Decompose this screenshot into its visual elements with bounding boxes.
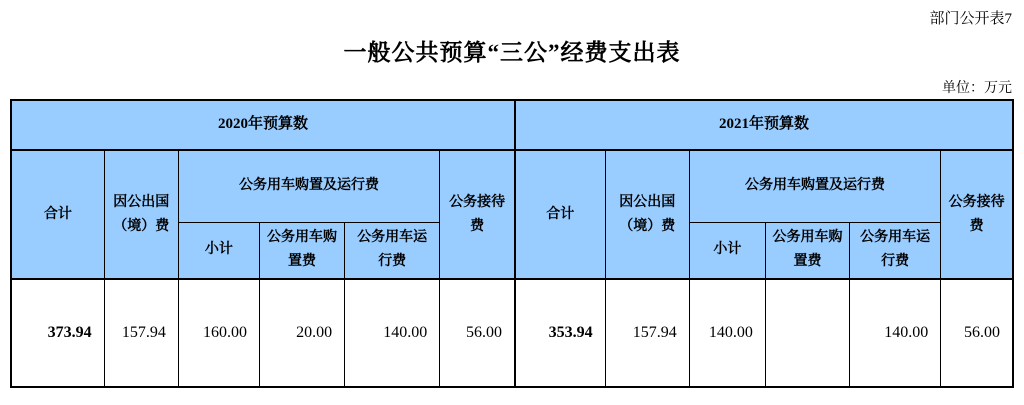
cell-2020-abroad: 157.94 (104, 279, 178, 387)
header-total-2020: 合计 (11, 150, 104, 279)
table-row-groups (11, 100, 1013, 150)
header-vehicle-operation-2021: 公务用车运行费 (850, 222, 941, 279)
corner-label: 部门公开表7 (929, 11, 1012, 27)
header-abroad-2020: 因公出国（境）费 (104, 150, 178, 279)
cell-2021-total: 353.94 (515, 279, 605, 387)
cell-2020-vehicle-operation: 140.00 (345, 279, 440, 387)
page-title: 一般公共预算“三公”经费支出表 (343, 40, 681, 65)
cell-2020-vehicle-purchase: 20.00 (259, 279, 344, 387)
header-total-2021: 合计 (515, 150, 605, 279)
header-vehicle-subtotal-2020: 小计 (178, 222, 259, 279)
header-vehicle-purchase-2020: 公务用车购置费 (259, 222, 344, 279)
table-row-data (11, 279, 1013, 387)
header-vehicle-purchase-2021: 公务用车购置费 (765, 222, 849, 279)
table-row-headers-upper (11, 150, 1013, 222)
cell-2020-reception: 56.00 (440, 279, 515, 387)
header-vehicle-subtotal-2021: 小计 (689, 222, 765, 279)
header-abroad-2021: 因公出国（境）费 (605, 150, 689, 279)
unit-label: 单位：万元 (942, 81, 1012, 96)
header-reception-2021: 公务接待费 (941, 150, 1013, 279)
group-header-2021: 2021年预算数 (515, 100, 1013, 150)
cell-2021-reception: 56.00 (941, 279, 1013, 387)
header-vehicle-group-2020: 公务用车购置及运行费 (178, 150, 439, 222)
budget-table (10, 99, 1014, 388)
cell-2020-vehicle-subtotal: 160.00 (178, 279, 259, 387)
header-vehicle-group-2021: 公务用车购置及运行费 (689, 150, 940, 222)
header-vehicle-operation-2020: 公务用车运行费 (345, 222, 440, 279)
cell-2021-vehicle-subtotal: 140.00 (689, 279, 765, 387)
cell-2021-abroad: 157.94 (605, 279, 689, 387)
cell-2021-vehicle-purchase (765, 279, 849, 387)
header-reception-2020: 公务接待费 (440, 150, 515, 279)
cell-2021-vehicle-operation: 140.00 (850, 279, 941, 387)
group-header-2020: 2020年预算数 (11, 100, 515, 150)
cell-2020-total: 373.94 (11, 279, 104, 387)
